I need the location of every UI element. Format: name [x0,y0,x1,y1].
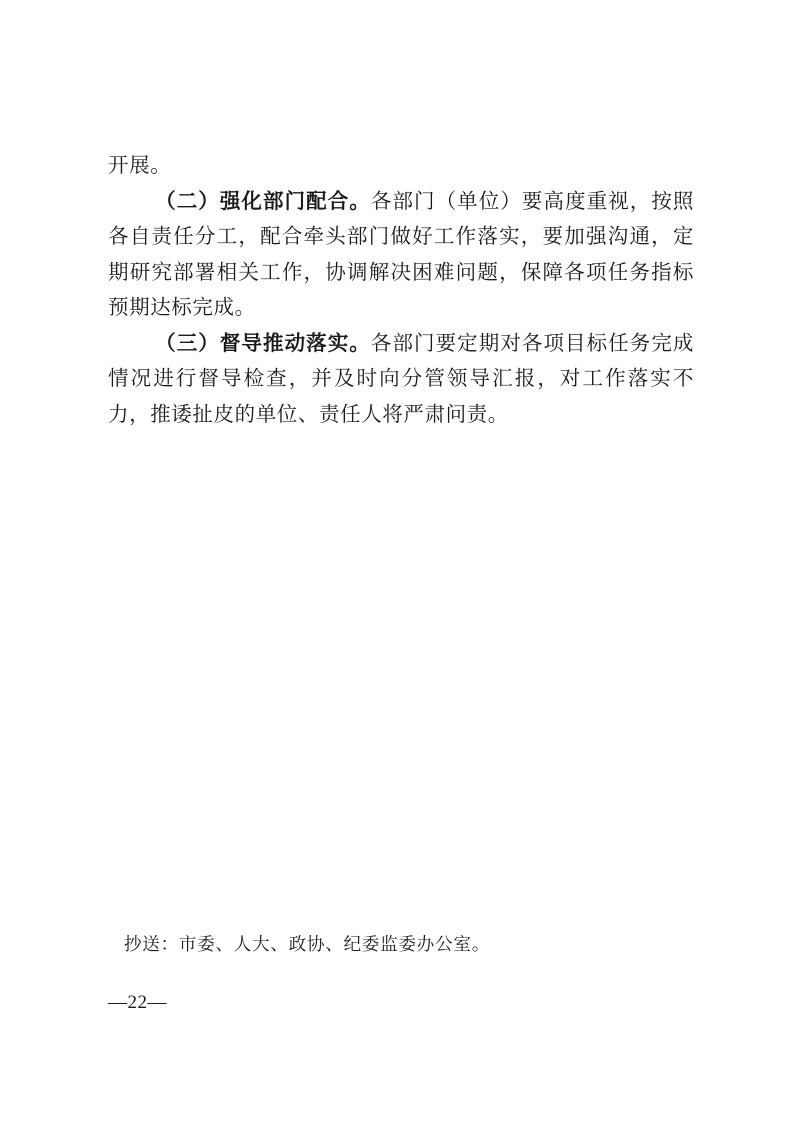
paragraph-heading: （二）强化部门配合。 [155,188,371,213]
paragraph-text: 各部门（单位）要高度重视，按照各自责任分工，配合牵头部门做好工作落实，要加强沟通，定期研究部署相关工作，协调解决困难问题，保障各项任务指标预期达标完成。 [108,188,695,319]
cc-distribution-line: 抄送：市委、人大、政协、纪委监委办公室。 [124,935,490,955]
paragraph-continuation [108,148,694,184]
paragraph-text: 各部门要定期对各项目标任务完成情况进行督导检查，并及时向分管领导汇报，对工作落实不力，推诿扯皮的单位、责任人将严肃问责。 [108,330,695,426]
paragraph-supervise-implementation [108,326,694,433]
paragraph-text: 开展。 [108,153,172,177]
document-body [108,148,694,432]
paragraph-strengthen-coordination [108,184,694,326]
paragraph-heading: （三）督导推动落实。 [155,330,371,355]
page-number: —22— [108,992,167,1013]
